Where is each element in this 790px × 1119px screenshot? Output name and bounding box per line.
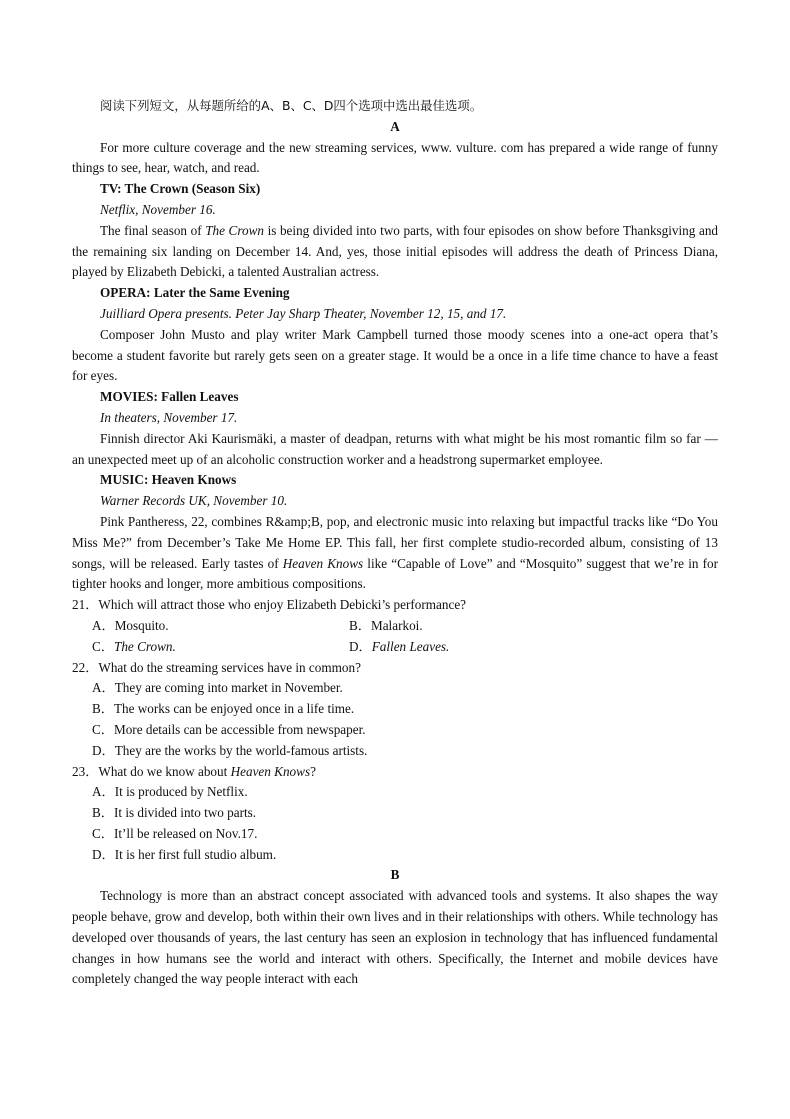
document-page [72,96,718,990]
question-21-options-cd [72,637,718,658]
item-body-opera: Composer John Musto and play writer Mark Campbell turned those moody scenes into a one-act opera that’s become a student favorite but rarely gets seen on a greater stage. It would be a once in a life time chance to have a feast for eyes. [72,326,718,384]
item-source-tv: Netflix, November 16. [100,201,216,217]
option-23-d[interactable]: D．It is her first full studio album. [92,846,277,862]
option-21-c[interactable]: C．The Crown. [92,638,176,654]
question-23-stem: 23．What do we know about Heaven Knows? [72,763,316,779]
option-23-a[interactable]: A．It is produced by Netflix. [92,784,248,800]
option-22-a[interactable]: A．They are coming into market in November. [92,680,343,696]
option-22-b[interactable]: B．The works can be enjoyed once in a life time. [92,701,355,717]
option-23-b[interactable]: B．It is divided into two parts. [92,805,257,821]
item-title-tv: TV: The Crown (Season Six) [100,181,261,197]
item-title-movies: MOVIES: Fallen Leaves [100,389,239,405]
item-body-tv: The final season of The Crown is being divided into two parts, with four episodes on show before Thanksgiving and the remaining six landing on December 14. And, yes, those initial episodes will address the death of Princess Diana, played by Elizabeth Debicki, a talented Australian actress. [72,222,719,280]
option-21-a[interactable]: A．Mosquito. [92,617,169,633]
item-body-movies: Finnish director Aki Kaurismäki, a master of deadpan, returns with what might be his most romantic film so far — an unexpected meet up of an alcoholic construction worker and a headstrong supermarket employee. [72,430,718,467]
option-22-d[interactable]: D．They are the works by the world-famous artists. [92,742,368,758]
instruction: 阅读下列短文，从每题所给的A、B、C、D四个选项中选出最佳选项。 [100,98,483,113]
question-22-stem: 22．What do the streaming services have in common? [72,659,361,675]
item-title-music: MUSIC: Heaven Knows [100,472,237,488]
item-source-opera: Juilliard Opera presents. Peter Jay Sharp Theater, November 12, 15, and 17. [100,305,507,321]
question-21-stem: 21．Which will attract those who enjoy Elizabeth Debicki’s performance? [72,597,467,613]
section-b-body: Technology is more than an abstract concept associated with advanced tools and systems. It also shapes the way people behave, grow and develop, both within their own lives and in their relationships with others. While technology has developed over thousands of years, the last century has seen an explosion in technology that has influenced fundamental changes in how humans see the world and interact with others. Specifically, the Internet and mobile devices have completely changed the way people interact with each [72,888,718,987]
section-a-heading: A [390,118,400,134]
option-21-b[interactable]: B．Malarkoi. [349,617,423,633]
section-a-intro: For more culture coverage and the new streaming services, www. vulture. com has prepared a wide range of funny things to see, hear, watch, and read. [72,139,718,176]
item-source-music: Warner Records UK, November 10. [100,493,288,509]
section-b-heading: B [390,867,400,883]
option-22-c[interactable]: C．More details can be accessible from newspaper. [92,721,366,737]
question-21-options-ab [72,616,718,637]
option-23-c[interactable]: C．It’ll be released on Nov.17. [92,825,258,841]
item-body-music: Pink Pantheress, 22, combines R&amp;B, pop, and electronic music into relaxing but impactful tracks like “Do You Miss Me?” from December’s Take Me Home EP. This fall, her first complete studio-recorded album, consisting of 13 songs, will be released. Early tastes of Heaven Knows like “Capable of Love” and “Mosquito” suggest that we’re in for tighter hooks and longer, more ambitious compositions. [72,513,718,592]
item-source-movies: In theaters, November 17. [100,409,238,425]
item-title-opera: OPERA: Later the Same Evening [100,285,290,301]
option-21-d[interactable]: D．Fallen Leaves. [349,638,450,654]
